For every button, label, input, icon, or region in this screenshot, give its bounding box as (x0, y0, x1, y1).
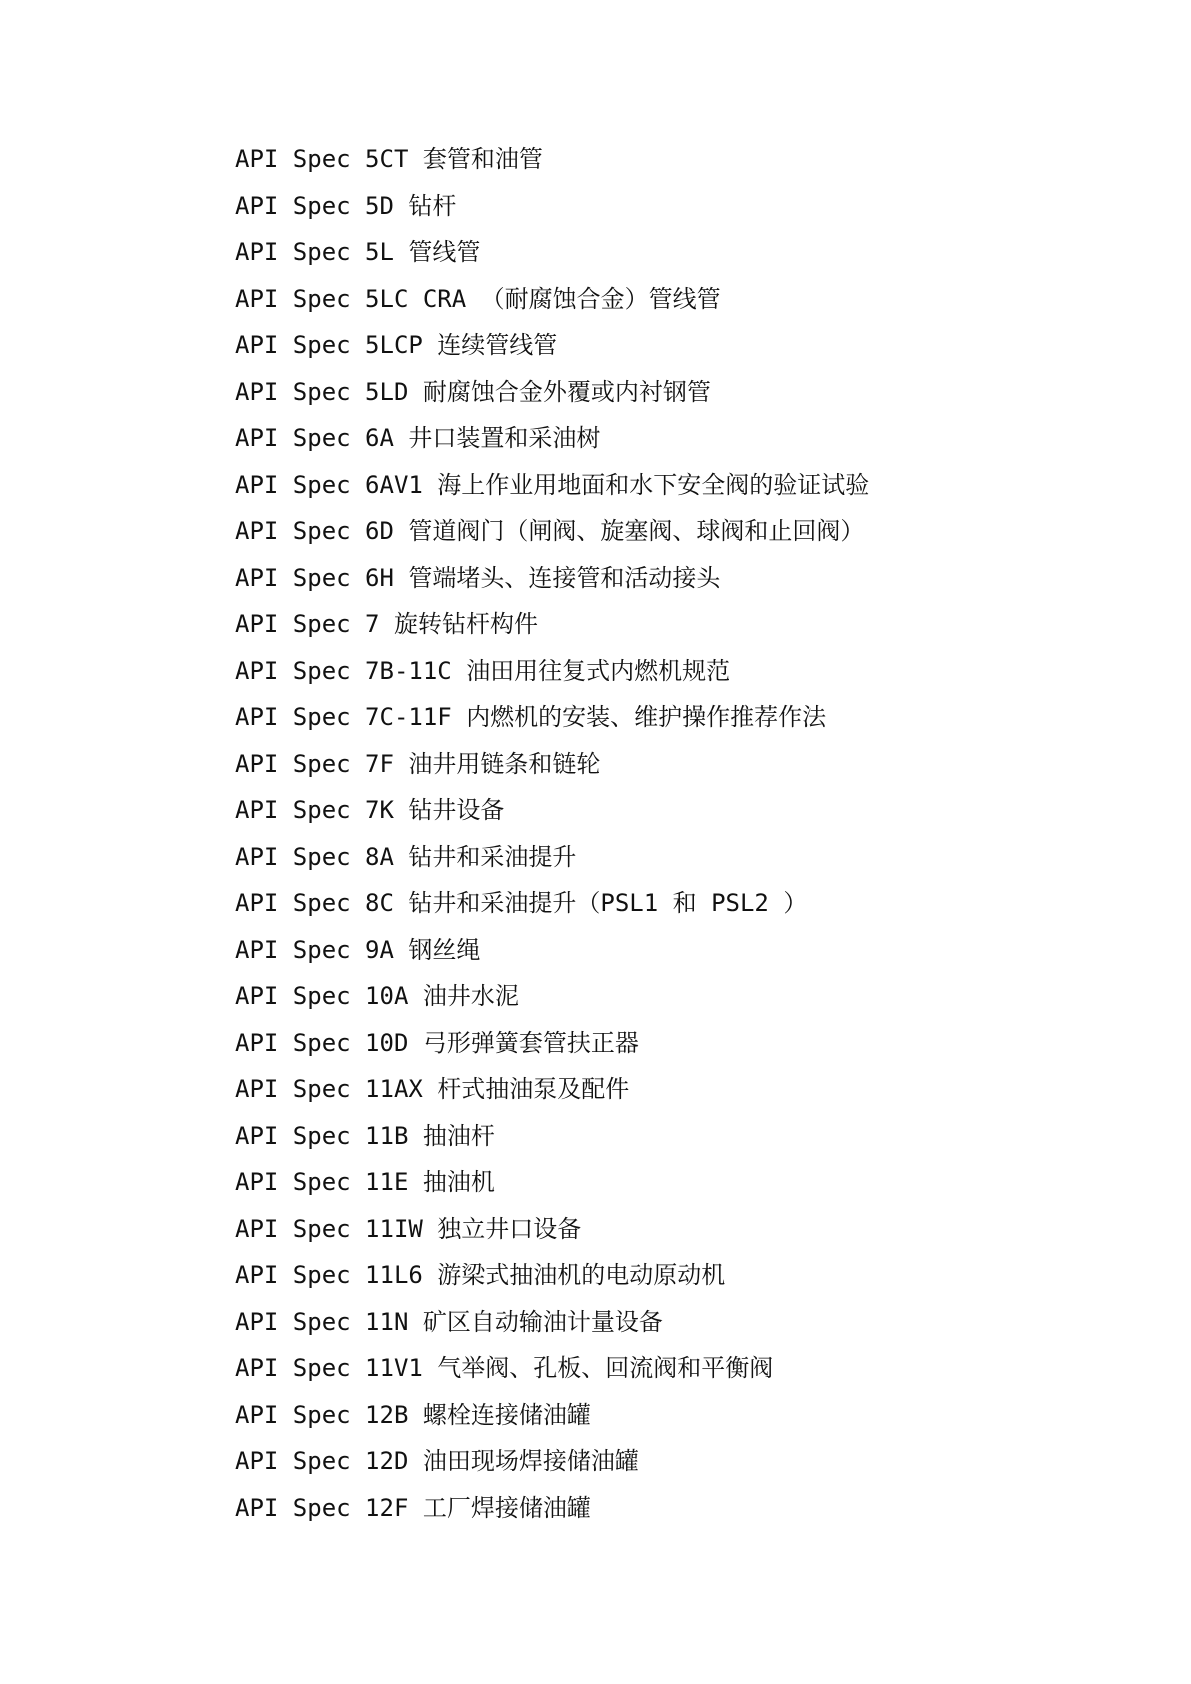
list-item: API Spec 11E 抽油机 (235, 1168, 495, 1196)
list-item: API Spec 7K 钻井设备 (235, 796, 505, 824)
list-item: API Spec 10A 油井水泥 (235, 982, 519, 1010)
list-item: API Spec 11B 抽油杆 (235, 1121, 495, 1150)
list-item: API Spec 6AV1 海上作业用地面和水下安全阀的验证试验 (235, 470, 870, 499)
list-item: API Spec 6D 管道阀门（闸阀、旋塞阀、球阀和止回阀） (235, 517, 865, 545)
list-item: API Spec 11IW 独立井口设备 (235, 1214, 582, 1243)
list-item: API Spec 5CT 套管和油管 (235, 145, 543, 173)
list-item: API Spec 8C 钻井和采油提升（PSL1 和 PSL2 ） (235, 889, 808, 917)
list-item: API Spec 7 旋转钻杆构件 (235, 610, 538, 638)
list-item: API Spec 5LD 耐腐蚀合金外覆或内衬钢管 (235, 377, 711, 406)
spec-list (235, 136, 1135, 1531)
list-item: API Spec 7C-11F 内燃机的安装、维护操作推荐作法 (235, 703, 827, 731)
list-item: API Spec 5D 钻杆 (235, 191, 457, 220)
list-item: API Spec 5LCP 连续管线管 (235, 331, 558, 359)
list-item: API Spec 12F 工厂焊接储油罐 (235, 1493, 591, 1522)
list-item: API Spec 11AX 杆式抽油泵及配件 (235, 1075, 630, 1103)
list-item: API Spec 11V1 气举阀、孔板、回流阀和平衡阀 (235, 1354, 774, 1382)
list-item: API Spec 6A 井口装置和采油树 (235, 424, 601, 452)
list-item: API Spec 7B-11C 油田用往复式内燃机规范 (235, 656, 731, 685)
list-item: API Spec 9A 钢丝绳 (235, 935, 481, 964)
list-item: API Spec 11N 矿区自动输油计量设备 (235, 1307, 663, 1336)
list-item: API Spec 12D 油田现场焊接储油罐 (235, 1447, 639, 1475)
list-item: API Spec 7F 油井用链条和链轮 (235, 749, 601, 778)
list-item: API Spec 5LC CRA （耐腐蚀合金）管线管 (235, 284, 721, 313)
list-item: API Spec 6H 管端堵头、连接管和活动接头 (235, 563, 721, 592)
list-item: API Spec 5L 管线管 (235, 238, 481, 266)
list-item: API Spec 10D 弓形弹簧套管扶正器 (235, 1028, 639, 1057)
list-item: API Spec 8A 钻井和采油提升 (235, 842, 577, 871)
list-item: API Spec 12B 螺栓连接储油罐 (235, 1400, 591, 1429)
list-item: API Spec 11L6 游梁式抽油机的电动原动机 (235, 1261, 726, 1289)
